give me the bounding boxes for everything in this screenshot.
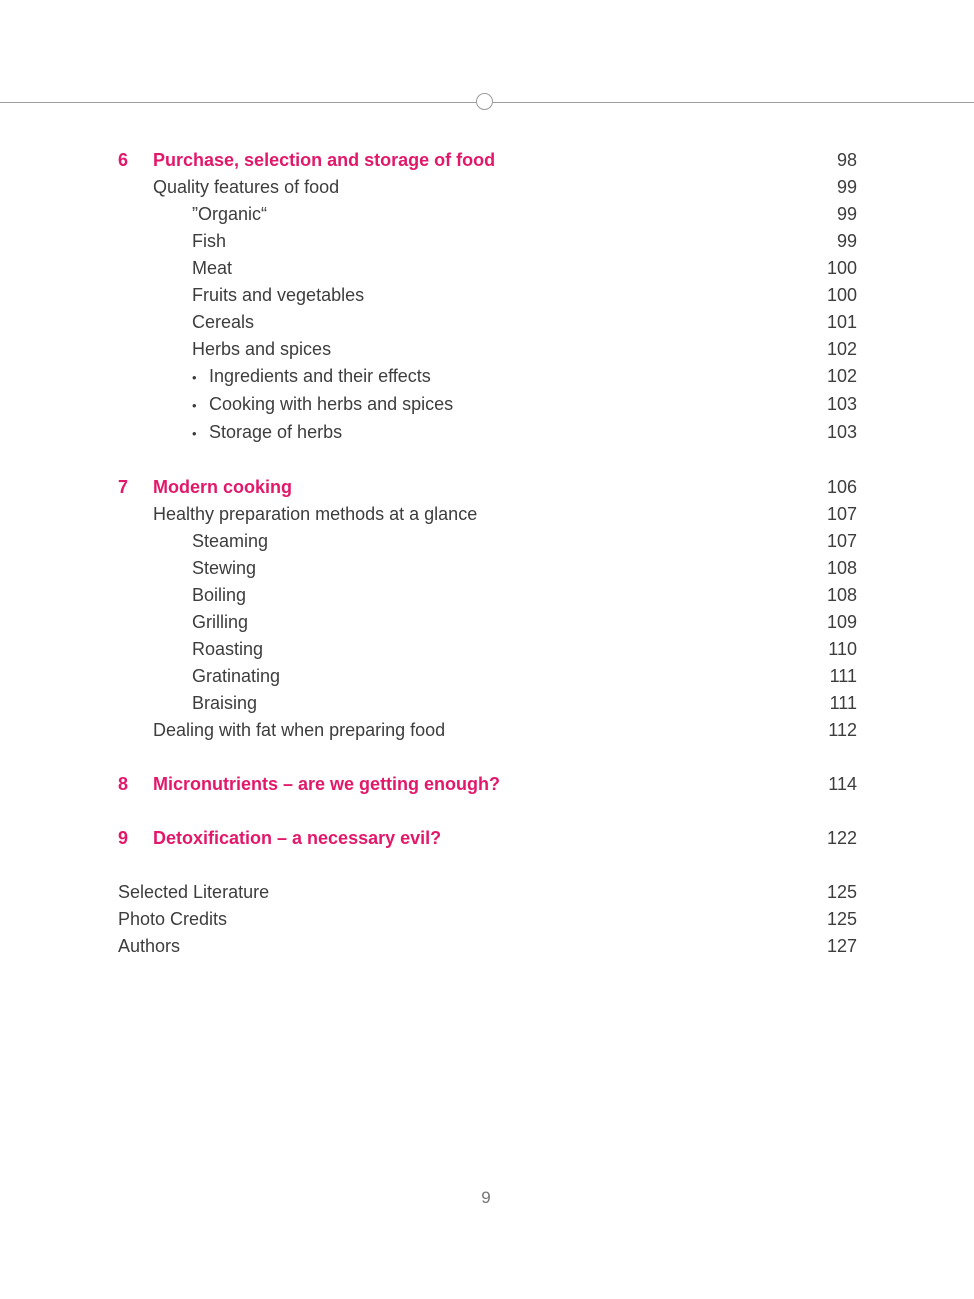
entry-page-number: 100 (826, 285, 857, 305)
toc-section (118, 825, 857, 852)
chapter-number: 7 (118, 477, 129, 497)
chapter-title: Detoxification – a necessary evil? (153, 828, 442, 848)
toc-entry-row (118, 609, 857, 636)
entry-page-number: 102 (826, 366, 857, 386)
entry-label: Meat (192, 258, 233, 278)
back-matter-page-number: 125 (826, 909, 857, 929)
entry-page-number: 109 (826, 612, 857, 632)
entry-label: Steaming (192, 531, 269, 551)
back-matter-row (118, 933, 857, 960)
entry-page-number: 100 (826, 258, 857, 278)
entry-label: Dealing with fat when preparing food (153, 720, 446, 740)
chapter-title: Micronutrients – are we getting enough? (153, 774, 501, 794)
bullet-icon: • (192, 370, 197, 385)
entry-page-number: 107 (826, 504, 857, 524)
entry-page-number: 103 (826, 394, 857, 414)
toc-entry-row (118, 419, 857, 447)
entry-label: Herbs and spices (192, 339, 332, 359)
entry-page-number: 111 (829, 693, 857, 713)
toc-entry-row (118, 528, 857, 555)
entry-label: Cooking with herbs and spices (209, 394, 454, 414)
entry-label: Fruits and vegetables (192, 285, 365, 305)
entry-page-number: 108 (826, 585, 857, 605)
toc-entry-row (118, 582, 857, 609)
entry-label: Roasting (192, 639, 264, 659)
entry-page-number: 101 (826, 312, 857, 332)
toc-entry-row (118, 690, 857, 717)
toc-entry-row (118, 201, 857, 228)
entry-label: Fish (192, 231, 227, 251)
entry-page-number: 112 (828, 720, 857, 740)
chapter-number: 6 (118, 150, 129, 170)
chapter-title: Modern cooking (153, 477, 292, 497)
toc-entry-row (118, 255, 857, 282)
bullet-icon: • (192, 426, 197, 441)
circle-ornament-icon (476, 93, 493, 110)
back-matter-label: Photo Credits (118, 909, 228, 929)
chapter-heading-row (118, 825, 857, 852)
entry-page-number: 107 (826, 531, 857, 551)
toc-section (118, 771, 857, 798)
entry-page-number: 99 (836, 231, 857, 251)
back-matter-page-number: 125 (826, 882, 857, 902)
toc-entry-row (118, 363, 857, 391)
back-matter-page-number: 127 (826, 936, 857, 956)
entry-page-number: 110 (828, 639, 857, 659)
entry-label: Grilling (192, 612, 249, 632)
toc-entry-row (118, 336, 857, 363)
table-of-contents (118, 147, 857, 960)
entry-label: Healthy preparation methods at a glance (153, 504, 478, 524)
entry-label: Boiling (192, 585, 247, 605)
entry-label: Gratinating (192, 666, 281, 686)
chapter-number: 8 (118, 774, 129, 794)
toc-entry-row (118, 282, 857, 309)
entry-label: Storage of herbs (209, 422, 343, 442)
entry-page-number: 99 (836, 177, 857, 197)
entry-label: Cereals (192, 312, 255, 332)
entry-page-number: 99 (836, 204, 857, 224)
entry-page-number: 102 (826, 339, 857, 359)
toc-entry-row (118, 501, 857, 528)
toc-section (118, 147, 857, 447)
toc-entry-row (118, 391, 857, 419)
back-matter-label: Selected Literature (118, 882, 270, 902)
entry-label: Quality features of food (153, 177, 340, 197)
chapter-heading-row (118, 474, 857, 501)
entry-page-number: 108 (826, 558, 857, 578)
page-number-folio: 9 (481, 1188, 491, 1207)
back-matter-row (118, 879, 857, 906)
toc-entry-row (118, 717, 857, 744)
entry-label: Ingredients and their effects (209, 366, 431, 386)
back-matter-label: Authors (118, 936, 181, 956)
chapter-heading-row (118, 771, 857, 798)
toc-entry-row (118, 174, 857, 201)
toc-entry-row (118, 309, 857, 336)
toc-entry-row (118, 555, 857, 582)
toc-entry-row (118, 663, 857, 690)
entry-label: Stewing (192, 558, 257, 578)
bullet-icon: • (192, 398, 197, 413)
chapter-title: Purchase, selection and storage of food (153, 150, 496, 170)
toc-entry-row (118, 228, 857, 255)
entry-page-number: 103 (826, 422, 857, 442)
chapter-page-number: 114 (828, 774, 857, 794)
entry-label: ”Organic“ (192, 204, 268, 224)
chapter-heading-row (118, 147, 857, 174)
chapter-number: 9 (118, 828, 129, 848)
chapter-page-number: 98 (836, 150, 857, 170)
header-divider-rule (0, 102, 974, 103)
toc-section (118, 474, 857, 744)
chapter-page-number: 106 (826, 477, 857, 497)
chapter-page-number: 122 (826, 828, 857, 848)
back-matter-row (118, 906, 857, 933)
entry-page-number: 111 (829, 666, 857, 686)
toc-entry-row (118, 636, 857, 663)
entry-label: Braising (192, 693, 258, 713)
